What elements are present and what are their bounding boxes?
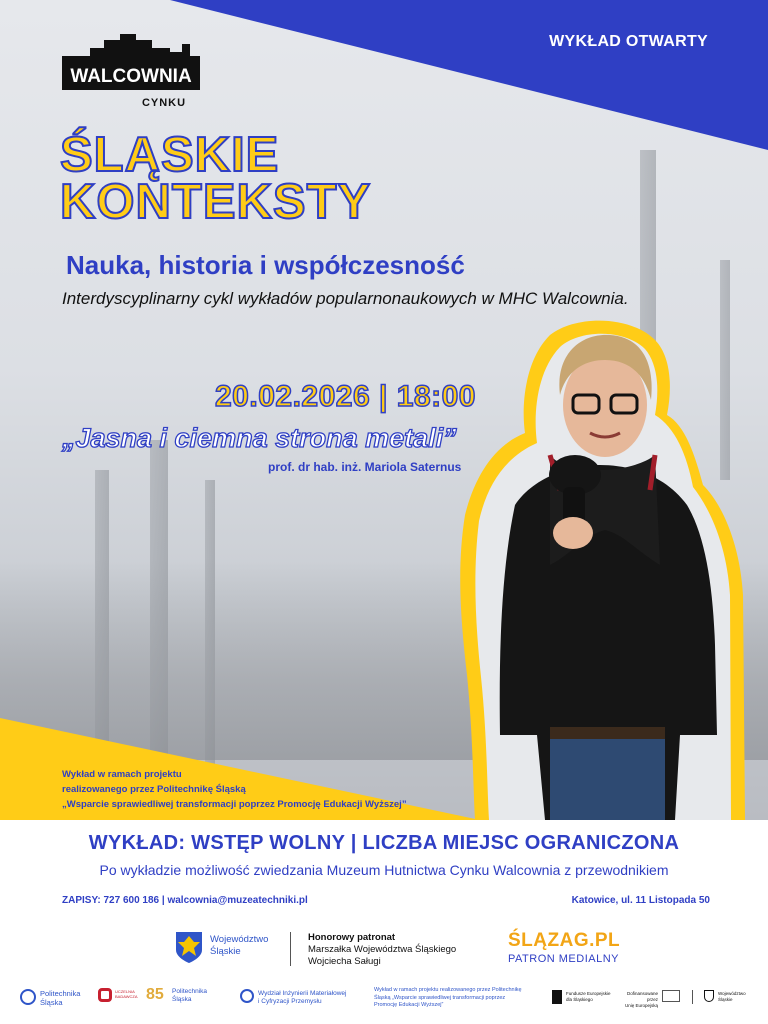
ub-label: UCZELNIA BADAWCZA — [115, 989, 138, 999]
project-note — [62, 767, 407, 812]
honor-line-2: Marszałka Województwa Śląskiego — [308, 944, 457, 955]
honor-line-1: Honorowy patronat — [308, 932, 396, 943]
honorary-patronage — [308, 932, 456, 968]
poster-subtitle: Nauka, historia i współczesność — [66, 250, 465, 280]
wydzial-icon — [240, 989, 254, 1003]
media-patron-label: PATRON MEDIALNY — [508, 953, 619, 965]
project-footnote — [374, 987, 522, 1010]
title-line-1: ŚLĄSKIE — [60, 128, 280, 182]
polsl-line-1: Politechnika — [40, 989, 81, 998]
speaker-name: prof. dr hab. inż. Mariola Saternus — [268, 460, 462, 474]
eagle-crest-icon — [174, 930, 204, 964]
ub-icon — [98, 988, 112, 1002]
ue-line-2: Unię Europejską — [624, 1003, 658, 1008]
eu-logo — [624, 990, 684, 1008]
wydzial-line-1: Wydział Inżynierii Materiałowej — [258, 990, 347, 997]
polsl-b-line-2: Śląska — [172, 996, 192, 1003]
patron-divider — [290, 932, 291, 966]
eu-flag-icon — [662, 990, 680, 1002]
speaker-photo — [455, 315, 745, 820]
lecture-title: „Jasna i ciemna strona metali” — [62, 423, 457, 453]
poster-title — [60, 128, 372, 229]
svg-text:WALCOWNIA: WALCOWNIA — [70, 66, 192, 87]
bottom-divider — [692, 990, 693, 1004]
media-patron — [508, 930, 620, 965]
admission-info: WYKŁAD: WSTĘP WOLNY | LICZBA MIEJSC OGRANICZONA — [88, 832, 680, 854]
wydzial-logo — [240, 988, 360, 1008]
event-datetime: 20.02.2026 | 18:00 — [215, 380, 476, 413]
project-line-2: realizowanego przez Politechnikę Śląską — [62, 784, 246, 795]
polsl-b-line-1: Politechnika — [172, 988, 208, 995]
politechnika-slaska-logo — [20, 988, 95, 1008]
svg-text:CYNKU: CYNKU — [141, 97, 187, 109]
uczelnia-badawcza-logo — [98, 988, 140, 1008]
proj-line-3: Promocję Edukacji Wyższej” — [374, 1002, 444, 1008]
proj-line-2: Śląską „Wsparcie sprawiedliwej transformacji poprzez — [374, 994, 506, 1001]
anniversary-icon: 85 — [146, 986, 164, 1003]
wojewodztwo-logo — [174, 930, 274, 970]
woj2-line-2: Śląskie — [718, 997, 733, 1002]
series-description: Interdyscyplinarny cykl wykładów popularnonaukowych w MHC Walcownia. — [62, 289, 629, 308]
ue-line-1: Dofinansowane przez — [626, 991, 658, 1002]
fundusze-europejskie-logo — [552, 990, 612, 1008]
woj-line-1: Województwo — [210, 934, 269, 945]
crest-small-icon — [704, 990, 714, 1002]
event-type-tag: WYKŁAD OTWARTY — [549, 33, 708, 50]
fe-line-2: dla Śląskiego — [566, 997, 593, 1002]
venue-address: Katowice, ul. 11 Listopada 50 — [571, 895, 710, 906]
polsl-line-2: Śląska — [40, 998, 63, 1007]
title-line-2: KONTEKSTY — [60, 175, 372, 229]
project-line-3: „Wsparcie sprawiedliwej transformacji poprzez Promocję Edukacji Wyższej” — [62, 799, 407, 810]
fe-line-1: Fundusze Europejskie — [566, 991, 611, 996]
wydzial-line-2: i Cyfryzacji Przemysłu — [258, 998, 322, 1005]
project-line-1: Wykład w ramach projektu — [62, 769, 182, 780]
wojewodztwo-small-logo — [704, 990, 754, 1008]
woj-line-2: Śląskie — [210, 946, 241, 957]
woj2-line-1: Województwo — [718, 991, 746, 996]
registration-contact: ZAPISY: 727 600 186 | walcownia@muzeatechniki.pl — [62, 895, 308, 906]
fe-icon — [552, 990, 562, 1004]
walcownia-logo-graphic — [60, 32, 202, 110]
walcownia-logo — [60, 32, 202, 110]
honor-line-3: Wojciecha Saługi — [308, 956, 381, 967]
polsl-icon — [20, 989, 36, 1005]
tour-info: Po wykładzie możliwość zwiedzania Muzeum Hutnictwa Cynku Walcownia z przewodnikiem — [99, 862, 669, 878]
polsl-anniversary-logo — [146, 986, 216, 1008]
proj-line-1: Wykład w ramach projektu realizowanego przez Politechnikę — [374, 987, 522, 993]
slazag-logo: ŚLĄZAG.PL — [508, 930, 621, 951]
